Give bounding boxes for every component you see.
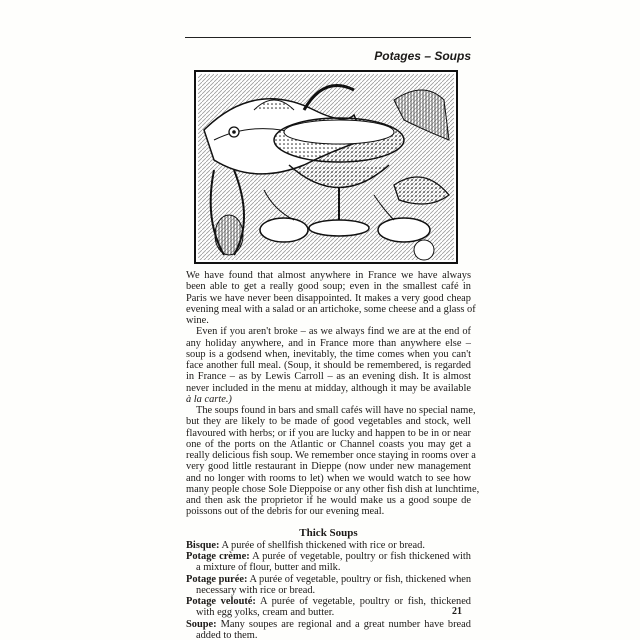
- definition-text: added to them.: [186, 630, 471, 641]
- text-line: been able to get a really good soup; even in the smallest café in: [186, 281, 471, 292]
- text-line: Even if you aren't broke – as we always find we are at the end of: [186, 326, 471, 337]
- definition-text: A purée of vegetable, poultry or fish, thickened when: [250, 574, 472, 585]
- fish-soup-illustration: [194, 70, 458, 264]
- paragraph-1: [186, 270, 471, 326]
- text-line: and no longer with rooms to let) when we would watch to see how: [186, 473, 471, 484]
- text-line: and then ask the proprietor if he would make us a good soupe de: [186, 495, 471, 506]
- text-line: poissons out of the debris for our evening meal.: [186, 506, 471, 517]
- text-line: in France – as by Lewis Carroll – as an evening dish. It is almost: [186, 371, 471, 382]
- definition-term: Potage velouté:: [186, 596, 256, 607]
- text-line: any holiday anywhere, and in France more than anywhere else –: [186, 338, 471, 349]
- section-heading: Thick Soups: [186, 528, 471, 539]
- definition-text: A purée of shellfish thickened with rice or bread.: [222, 540, 425, 551]
- running-header: Potages – Soups: [185, 49, 471, 63]
- text-line: soup is a godsend when, inevitably, the time comes when you can't: [186, 349, 471, 360]
- text-line: face another full meal. (Soup, it should be remembered, is regarded: [186, 360, 471, 371]
- paragraph-3: [186, 405, 471, 518]
- definition-potage-puree: [186, 574, 471, 597]
- text-line: but they are likely to be made of good vegetables and stock, well: [186, 416, 471, 427]
- page-number: 21: [452, 606, 462, 617]
- body-text: [186, 270, 471, 641]
- text-line: one of the ports on the Atlantic or Channel coasts you may get a: [186, 439, 471, 450]
- definition-text: A purée of vegetable, poultry or fish thickened with: [252, 551, 471, 562]
- text-line: The soups found in bars and small cafés will have no special name,: [186, 405, 471, 416]
- header-rule: [185, 37, 471, 38]
- definition-potage-veloute: [186, 596, 471, 619]
- definition-term: Potage purée:: [186, 574, 247, 585]
- text-line: à la carte.): [186, 394, 471, 405]
- text-line: many people chose Sole Dieppoise or any other fish dish at lunchtime,: [186, 484, 471, 495]
- definition-text: necessary with rice or bread.: [186, 585, 471, 596]
- text-line: flavoured with herbs; or if you are lucky and happen to be in or near: [186, 428, 471, 439]
- text-line: We have found that almost anywhere in France we have always: [186, 270, 471, 281]
- definition-term: Potage crème:: [186, 551, 250, 562]
- definition-term: Soupe:: [186, 619, 217, 630]
- text-line: Paris we have never been disappointed. It makes a very good cheap: [186, 293, 471, 304]
- text-line: evening meal with a salad or an artichoke, some cheese and a glass of: [186, 304, 471, 315]
- text-line: never included in the menu at midday, although it may be available: [186, 383, 471, 394]
- definition-term: Bisque:: [186, 540, 220, 551]
- text-line: very good little restaurant in Dieppe (now under new management: [186, 461, 471, 472]
- definition-soupe: [186, 619, 471, 641]
- definition-text: A purée of vegetable, poultry or fish, thickened: [260, 596, 471, 607]
- paragraph-2: [186, 326, 471, 405]
- definition-text: with egg yolks, cream and butter.: [186, 607, 471, 618]
- definition-bisque: [186, 540, 471, 551]
- text-line: really delicious fish soup. We remember once staying in rooms over a: [186, 450, 471, 461]
- definition-text: Many soupes are regional and a great number have bread: [221, 619, 471, 630]
- definition-text: a mixture of flour, butter and milk.: [186, 562, 471, 573]
- definition-potage-creme: [186, 551, 471, 574]
- text-line: wine.: [186, 315, 471, 326]
